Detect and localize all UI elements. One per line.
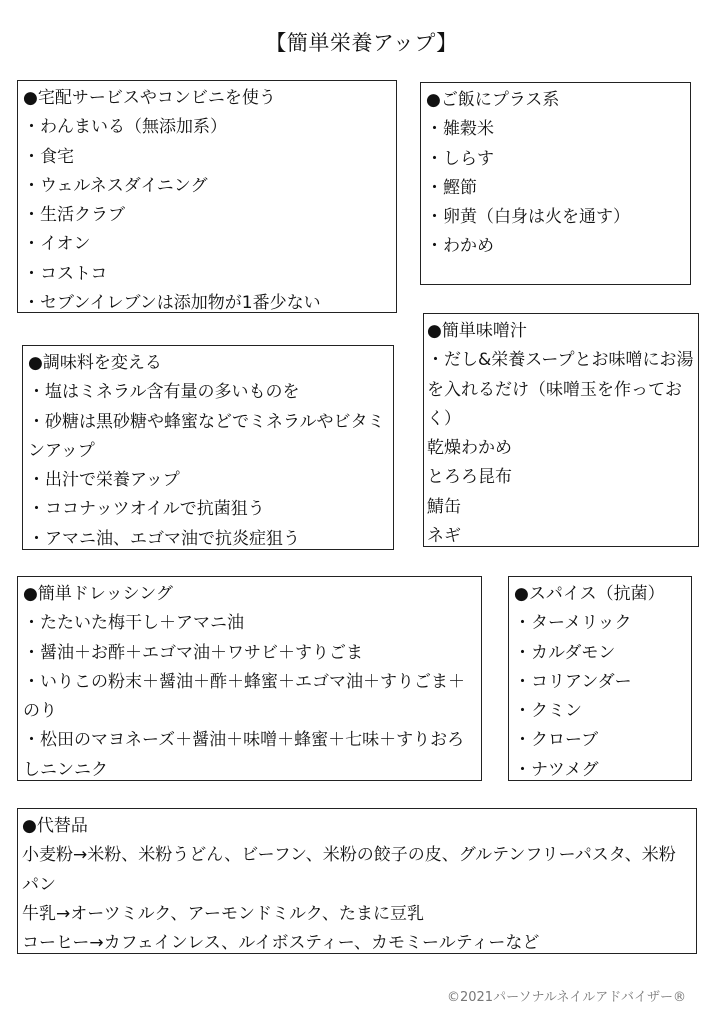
list-item: ・生活クラブ: [23, 205, 125, 226]
list-item: 鯖缶: [427, 496, 461, 517]
list-item: 小麦粉→米粉、米粉うどん、ビーフン、米粉の餃子の皮、グルテンフリーパスタ、米粉パン: [22, 845, 676, 895]
list-item: ・アマニ油、エゴマ油で抗炎症狙う: [28, 528, 300, 549]
list-item: ・松田のマヨネーズ＋醤油＋味噌＋蜂蜜＋七味＋すりおろしニンニク: [23, 730, 465, 780]
list-item: ・わかめ: [426, 236, 494, 257]
spice-section: [508, 576, 692, 781]
list-item: 乾燥わかめ: [427, 438, 512, 459]
list-item: ネギ: [427, 526, 461, 547]
rice-title: ●ご飯にプラス系: [426, 90, 560, 110]
dressing-title: ●簡単ドレッシング: [23, 584, 173, 604]
spice-title: ●スパイス（抗菌）: [514, 584, 665, 604]
alternatives-title: ●代替品: [22, 816, 88, 836]
delivery-section: [17, 80, 397, 313]
list-item: ・コストコ: [23, 263, 108, 284]
list-item: ・カルダモン: [514, 642, 616, 663]
delivery-title: ●宅配サービスやコンビニを使う: [23, 88, 276, 108]
list-item: ・卵黄（白身は火を通す）: [426, 207, 630, 228]
list-item: ・塩はミネラル含有量の多いものを: [28, 382, 300, 403]
rice-section: [420, 82, 691, 285]
miso-title: ●簡単味噌汁: [427, 321, 527, 341]
list-item: ・クローブ: [514, 730, 599, 751]
list-item: ・たたいた梅干し＋アマニ油: [23, 613, 244, 634]
list-item: ・コリアンダー: [514, 671, 632, 692]
copyright: ©2021パーソナルネイルアドバイザー®: [446, 990, 686, 1005]
dressing-section: [17, 576, 482, 781]
alternatives-section: [17, 808, 697, 954]
list-item: ・イオン: [23, 234, 91, 255]
list-item: ・いりこの粉末＋醤油＋酢＋蜂蜜＋エゴマ油＋すりごま＋のり: [23, 671, 465, 722]
list-item: ・雑穀米: [426, 119, 494, 140]
list-item: 牛乳→オーツミルク、アーモンドミルク、たまに豆乳: [22, 903, 425, 924]
list-item: ・ウェルネスダイニング: [23, 175, 208, 196]
list-item: ・醤油＋お酢＋エゴマ油＋ワサビ＋すりごま: [23, 642, 363, 663]
seasoning-section: [22, 345, 394, 550]
miso-intro: ・だし&栄養スープとお味噌にお湯を入れるだけ（味噌玉を作っておく）: [427, 350, 694, 429]
list-item: コーヒー→カフェインレス、ルイボスティー、カモミールティーなど: [22, 933, 540, 954]
list-item: ・砂糖は黒砂糖や蜂蜜などでミネラルやビタミンアップ: [28, 411, 385, 461]
list-item: ・出汁で栄養アップ: [28, 470, 180, 491]
list-item: ・わんまいる（無添加系）: [23, 117, 227, 138]
list-item: ・食宅: [23, 146, 74, 167]
list-item: ・ターメリック: [514, 613, 632, 634]
seasoning-title: ●調味料を変える: [28, 353, 162, 373]
list-item: ・鰹節: [426, 177, 477, 198]
list-item: ・ナツメグ: [514, 759, 599, 780]
list-item: ・セブンイレブンは添加物が1番少ない: [23, 293, 321, 313]
list-item: ・ココナッツオイルで抗菌狙う: [28, 499, 265, 520]
list-item: とろろ昆布: [427, 467, 512, 488]
list-item: ・クミン: [514, 701, 582, 722]
miso-section: [423, 313, 699, 547]
list-item: ・しらす: [426, 148, 494, 169]
page-title: 【簡単栄養アップ】: [265, 31, 458, 55]
